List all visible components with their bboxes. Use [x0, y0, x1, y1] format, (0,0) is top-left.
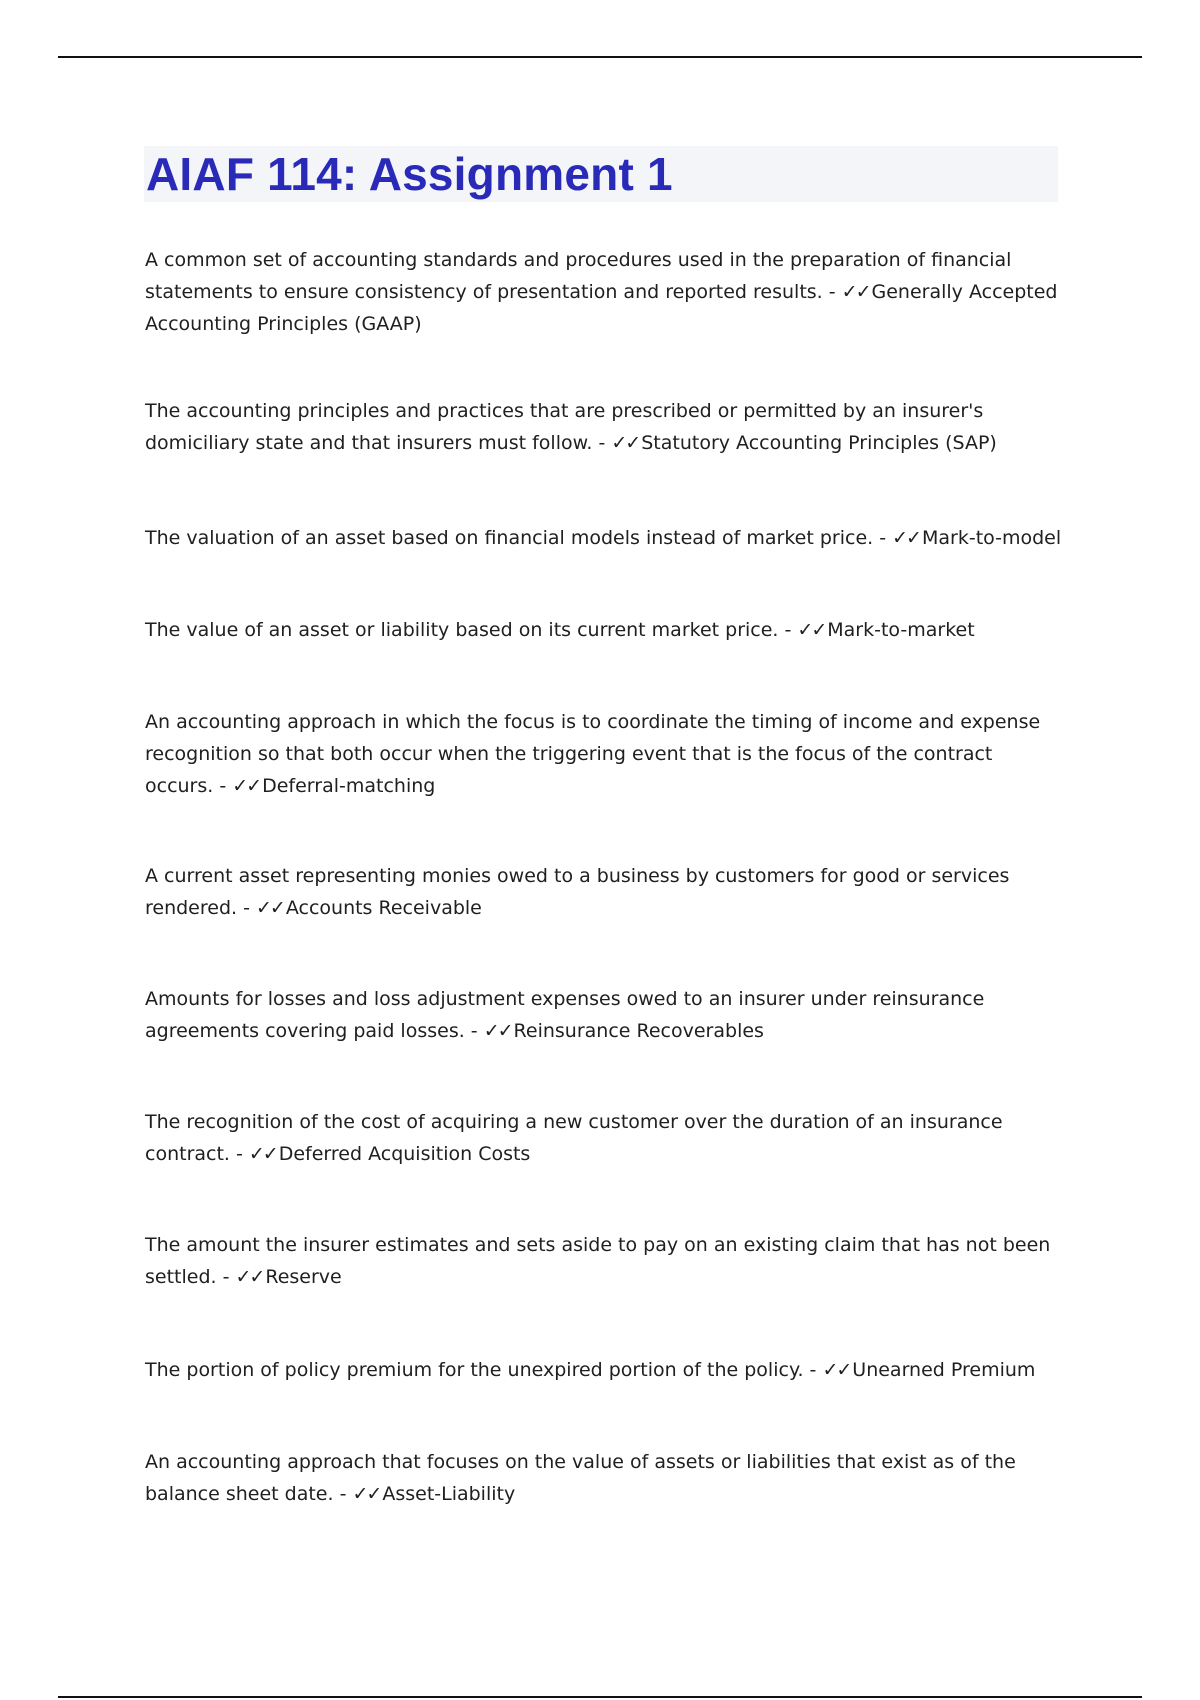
question-text: Amounts for losses and loss adjustment expenses owed to an insurer under reinsurance agreements covering paid losses. [145, 988, 985, 1042]
double-check-icon: ✓✓ [352, 1483, 381, 1505]
double-check-icon: ✓✓ [235, 1266, 264, 1288]
question-text: The recognition of the cost of acquiring a new customer over the duration of an insurance contract. [145, 1111, 1003, 1165]
answer-text: Reserve [265, 1266, 342, 1288]
question-text: A current asset representing monies owed to a business by customers for good or services rendered. [145, 865, 1010, 919]
qa-entry [145, 522, 1065, 554]
answer-text: Accounts Receivable [285, 897, 482, 919]
double-check-icon: ✓✓ [232, 775, 261, 797]
answer-text: Deferral-matching [262, 775, 436, 797]
separator: - [873, 527, 893, 549]
double-check-icon: ✓✓ [256, 897, 284, 919]
qa-entry [145, 614, 1065, 646]
separator: - [229, 1143, 249, 1165]
separator: - [333, 1483, 353, 1505]
separator: - [822, 281, 842, 303]
top-rule [58, 56, 1142, 58]
separator: - [213, 775, 233, 797]
question-text: An accounting approach that focuses on the value of assets or liabilities that exist as of the balance sheet date. [145, 1451, 1016, 1505]
answer-text: Unearned Premium [852, 1359, 1036, 1381]
double-check-icon: ✓✓ [611, 432, 640, 454]
double-check-icon: ✓✓ [483, 1020, 512, 1042]
qa-entry [145, 1229, 1065, 1293]
qa-entry [145, 983, 1065, 1047]
separator: - [464, 1020, 484, 1042]
bottom-rule [58, 1696, 1142, 1698]
page-title: AIAF 114: Assignment 1 [146, 148, 673, 200]
answer-text: Reinsurance Recoverables [513, 1020, 764, 1042]
answer-text: Mark-to-market [827, 619, 975, 641]
double-check-icon: ✓✓ [822, 1359, 851, 1381]
separator: - [803, 1359, 823, 1381]
double-check-icon: ✓✓ [248, 1143, 277, 1165]
qa-entry [145, 1106, 1065, 1170]
double-check-icon: ✓✓ [892, 527, 920, 549]
qa-entry [145, 1354, 1065, 1386]
question-text: The portion of policy premium for the unexpired portion of the policy. [145, 1359, 804, 1381]
qa-entry [145, 706, 1065, 802]
separator: - [216, 1266, 236, 1288]
question-text: The valuation of an asset based on financial models instead of market price. [145, 527, 874, 549]
question-text: An accounting approach in which the focus is to coordinate the timing of income and expense recognition so that both occur when the triggering event that is the focus of the contract occurs. [145, 711, 1041, 797]
answer-text: Generally Accepted Accounting Principles (GAAP) [145, 281, 1058, 335]
question-text: The amount the insurer estimates and sets aside to pay on an existing claim that has not been settled. [145, 1234, 1051, 1288]
double-check-icon: ✓✓ [841, 281, 870, 303]
answer-text: Asset-Liability [382, 1483, 516, 1505]
question-text: The accounting principles and practices that are prescribed or permitted by an insurer's domiciliary state and that insurers must follow. [145, 400, 984, 454]
answer-text: Statutory Accounting Principles (SAP) [641, 432, 997, 454]
separator: - [592, 432, 612, 454]
qa-entry [145, 1446, 1065, 1510]
separator: - [778, 619, 798, 641]
question-text: A common set of accounting standards and procedures used in the preparation of financial statements to ensure consistency of presentation and reported results. [145, 249, 1012, 303]
answer-text: Mark-to-model [921, 527, 1062, 549]
separator: - [237, 897, 256, 919]
double-check-icon: ✓✓ [797, 619, 826, 641]
question-text: The value of an asset or liability based on its current market price. [145, 619, 779, 641]
answer-text: Deferred Acquisition Costs [278, 1143, 531, 1165]
qa-entry [145, 395, 1065, 459]
qa-entry [145, 860, 1065, 924]
qa-entry [145, 244, 1065, 340]
